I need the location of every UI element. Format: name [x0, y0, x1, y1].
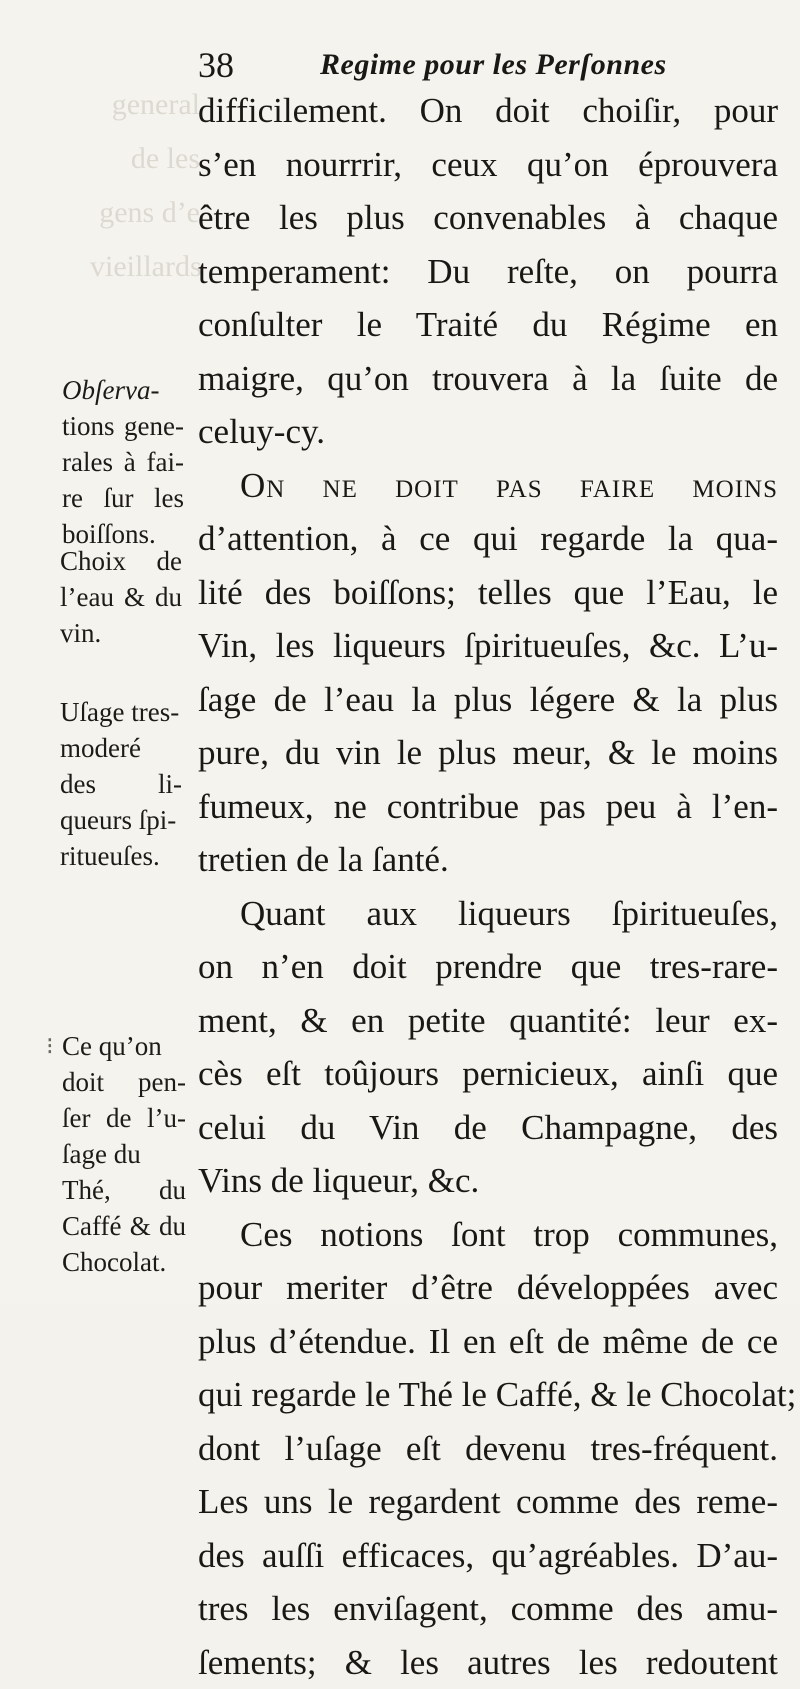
margin-line: Choix de [60, 543, 182, 579]
text-line: pure, du vin le plus meur, & le moins [198, 726, 778, 780]
margin-line: doit pen- [62, 1064, 186, 1100]
text-line: Ces notions ſont trop communes, [198, 1208, 778, 1262]
text-line: dont l’uſage eſt devenu tres-fréquent. [198, 1422, 778, 1476]
main-text [198, 84, 778, 1689]
margin-mark-icon: ⁝ [46, 1032, 54, 1060]
text-line: ſage de l’eau la plus légere & la plus [198, 673, 778, 727]
running-title: Regime pour les Perſonnes [320, 48, 667, 82]
page-header [198, 44, 758, 88]
text-line: Vins de liqueur, &c. [198, 1154, 778, 1208]
margin-note-observations [62, 372, 184, 552]
show-through: general de les gens d’e vieillards [90, 78, 200, 294]
margin-line: tions gene- [62, 408, 184, 444]
text-line: difficilement. On doit choiſir, pour [198, 84, 778, 138]
margin-line: ſer de l’u- [62, 1100, 186, 1136]
text-line: qui regarde le Thé le Caffé, & le Chocolat; [198, 1368, 778, 1422]
text-line: d’attention, à ce qui regarde la qua- [198, 512, 778, 566]
margin-line: boiſſons. [62, 516, 184, 552]
text-line: celuy-cy. [198, 405, 778, 459]
margin-line: Caffé & du [62, 1208, 186, 1244]
text-line: on n’en doit prendre que tres-rare- [198, 940, 778, 994]
margin-line: rales à fai- [62, 444, 184, 480]
margin-line: queurs ſpi- [60, 802, 182, 838]
text-line: conſulter le Traité du Régime en [198, 298, 778, 352]
text-line: Les uns le regardent comme des reme- [198, 1475, 778, 1529]
margin-line: ritueuſes. [60, 838, 182, 874]
text-line: maigre, qu’on trouvera à la ſuite de [198, 352, 778, 406]
page-number: 38 [198, 44, 234, 86]
text-line: cès eſt toûjours pernicieux, ainſi que [198, 1047, 778, 1101]
margin-line: des li- [60, 766, 182, 802]
text-line: celui du Vin de Champagne, des [198, 1101, 778, 1155]
margin-line: moderé [60, 730, 182, 766]
margin-line: Uſage tres- [60, 694, 182, 730]
text-line: Vin, les liqueurs ſpiritueuſes, &c. L’u- [198, 619, 778, 673]
margin-line: Chocolat. [62, 1244, 186, 1280]
text-line: être les plus convenables à chaque [198, 191, 778, 245]
text-line: plus d’étendue. Il en eſt de même de ce [198, 1315, 778, 1369]
margin-note-usage [60, 694, 182, 874]
margin-line: Ce qu’on [62, 1028, 186, 1064]
text-line: fumeux, ne contribue pas peu à l’en- [198, 780, 778, 834]
text-line: Quant aux liqueurs ſpiritueuſes, [198, 887, 778, 941]
margin-line: vin. [60, 615, 182, 651]
text-line: tres les enviſagent, comme des amu- [198, 1582, 778, 1636]
margin-line: ſage du [62, 1136, 186, 1172]
text-line: s’en nourrrir, ceux qu’on éprouvera [198, 138, 778, 192]
text-line: ment, & en petite quantité: leur ex- [198, 994, 778, 1048]
margin-note-choix [60, 543, 182, 651]
text-line: lité des boiſſons; telles que l’Eau, le [198, 566, 778, 620]
text-line: pour meriter d’être développées avec [198, 1261, 778, 1315]
text-line: temperament: Du reſte, on pourra [198, 245, 778, 299]
margin-line: re ſur les [62, 480, 184, 516]
text-line: On ne doit pas faire moins [198, 459, 778, 513]
margin-line: Obſerva- [62, 372, 184, 408]
text-line: des auſſi efficaces, qu’agréables. D’au- [198, 1529, 778, 1583]
margin-note-the [62, 1028, 186, 1280]
margin-line: Thé, du [62, 1172, 186, 1208]
text-line: tretien de la ſanté. [198, 833, 778, 887]
text-line: ſements; & les autres les redoutent [198, 1636, 778, 1689]
margin-line: l’eau & du [60, 579, 182, 615]
